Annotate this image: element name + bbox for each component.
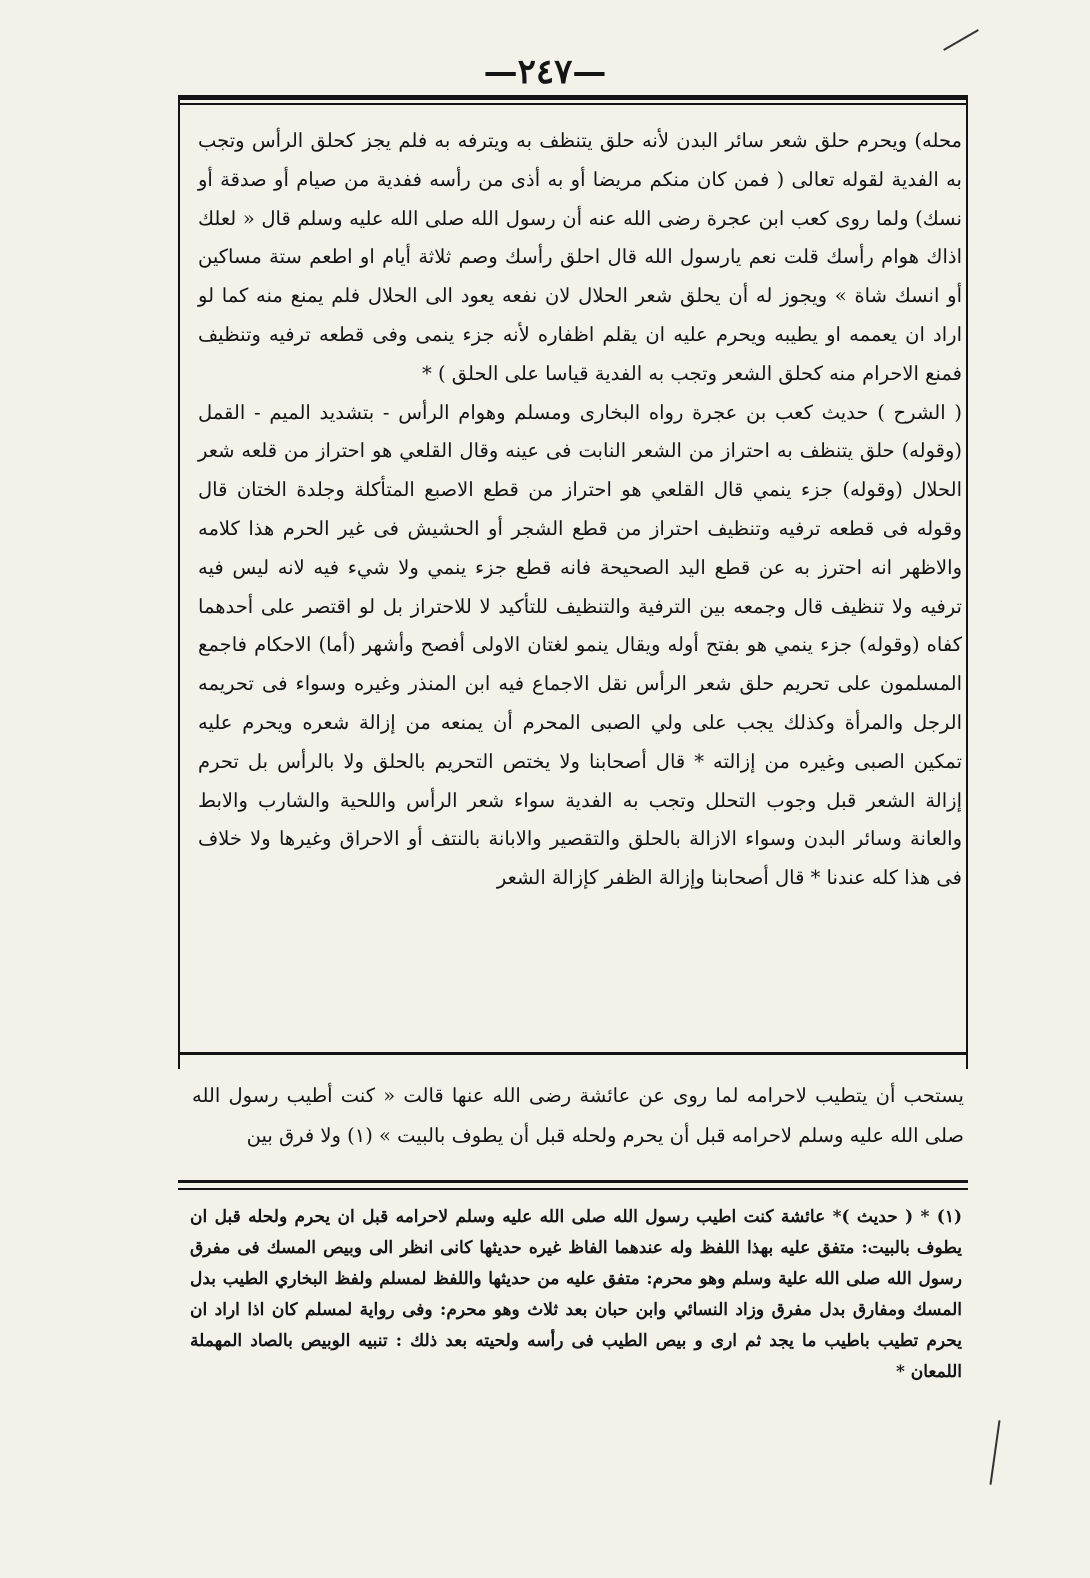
top-rule-inner: [178, 103, 968, 105]
page-number: —٢٤٧—: [483, 52, 607, 92]
continued-text: يستحب أن يتطيب لاحرامه لما روى عن عائشة رضى الله عنها قالت « كنت أطيب رسول الله صلى الله عليه وسلم لاحرامه قبل أن يحرم ولحله قبل أن يطوف بالبيت » (١) ولا فرق بين: [192, 1084, 964, 1147]
frame-left-line: [178, 99, 180, 1069]
frame-right-line: [966, 99, 968, 1069]
footnote-paragraph: (١) * ( حديث )* عائشة كنت اطيب رسول الله صلى الله عليه وسلم لاحرامه قبل ان يحرم ولحله قبل ان يطوف بالبيت: متفق عليه بهذا اللفظ وله عندهما الفاظ غيره حديثها كانى انظر الى وبيص المسك فى مفرق رسول الله صلى الله علية وسلم وهو محرم: متفق عليه من حديثها واللفظ لمسلم ولفظ البخاري الطيب بدل المسك ومفارق بدل مفرق وزاد النسائي وابن حبان بعد ثلاث وهو محرم: وفى رواية لمسلم كان اذا اراد ان يحرم تطيب باطيب ما يجد ثم ارى و بيص الطيب فى رأسه ولحيته بعد ذلك : تنبيه الوبيص بالصاد المهملة اللمعان *: [190, 1207, 962, 1382]
scan-mark: [989, 1420, 1000, 1485]
section-divider: [178, 1052, 968, 1055]
top-rule: [178, 95, 968, 100]
footnote: [190, 1202, 962, 1388]
scan-mark: [943, 29, 979, 51]
main-text: [198, 122, 962, 898]
main-paragraph-sharh: ( الشرح ) حديث كعب بن عجرة رواه البخارى ومسلم وهوام الرأس - بتشديد الميم - القمل (وقوله) حلق يتنظف به احتراز من الشعر النابت فى عينه وقال القلعي هو احتراز من قلعه شعر الحلال (وقوله) جزء ينمي قال القلعي هو احتراز من قطع الاصبع المتأكلة وجلدة الختان قال وقوله فى قطعه ترفيه وتنظيف احتراز من قطع الشجر أو الحشيش فى غير الحرم هذا كلامه والاظهر انه احترز به عن قطع اليد الصحيحة فانه قطع جزء ينمي ولا شيء فيه لانه ليس فيه ترفيه ولا تنظيف قال وجمعه بين الترفية والتنظيف للتأكيد لا للاحتراز بل لو اقتصر على أحدهما كفاه (وقوله) جزء ينمي هو بفتح أوله ويقال ينمو لغتان الاولى أفصح وأشهر (أما) الاحكام فاجمع المسلمون على تحريم حلق شعر الرأس نقل الاجماع فيه ابن المنذر وغيره وسواء فى تحريمه الرجل والمرأة وكذلك يجب على ولي الصبى المحرم أن يمنعه من إزالة شعره ويحرم عليه تمكين الصبى وغيره من إزالته * قال أصحابنا ولا يختص التحريم بالحلق ولا بالرأس بل تحرم إزالة الشعر قبل وجوب التحلل وتجب به الفدية سواء شعر الرأس واللحية والشارب والابط والعانة وسائر البدن وسواء الازالة بالحلق والتقصير والابانة بالنتف أو الاحراق وغيرها ولا خلاف فى هذا كله عندنا * قال أصحابنا وإزالة الظفر كإزالة الشعر: [198, 400, 962, 890]
main-paragraph-matn: محله) ويحرم حلق شعر سائر البدن لأنه حلق يتنظف به ويترفه به فلم يجز كحلق الرأس وتجب به الفدية لقوله تعالى ( فمن كان منكم مريضا أو به أذى من رأسه ففدية من صيام أو صدقة أو نسك) ولما روى كعب ابن عجرة رضى الله عنه أن رسول الله صلى الله عليه وسلم قال « لعلك اذاك هوام رأسك قلت نعم يارسول الله قال احلق رأسك وصم ثلاثة أيام او اطعم ستة مساكين أو انسك شاة » ويجوز له أن يحلق شعر الحلال لان نفعه يعود الى الحلال فلم يمنع منه كما لو اراد ان يعممه او يطيبه ويحرم عليه ان يقلم اظفاره لأنه جزء ينمى وفى قطعه ترفيه وتنظيف فمنع الاحرام منه كحلق الشعر وتجب به الفدية قياسا على الحلق ) *: [198, 129, 962, 385]
footnote-rule: [178, 1180, 968, 1183]
footnote-rule-inner: [178, 1188, 968, 1190]
